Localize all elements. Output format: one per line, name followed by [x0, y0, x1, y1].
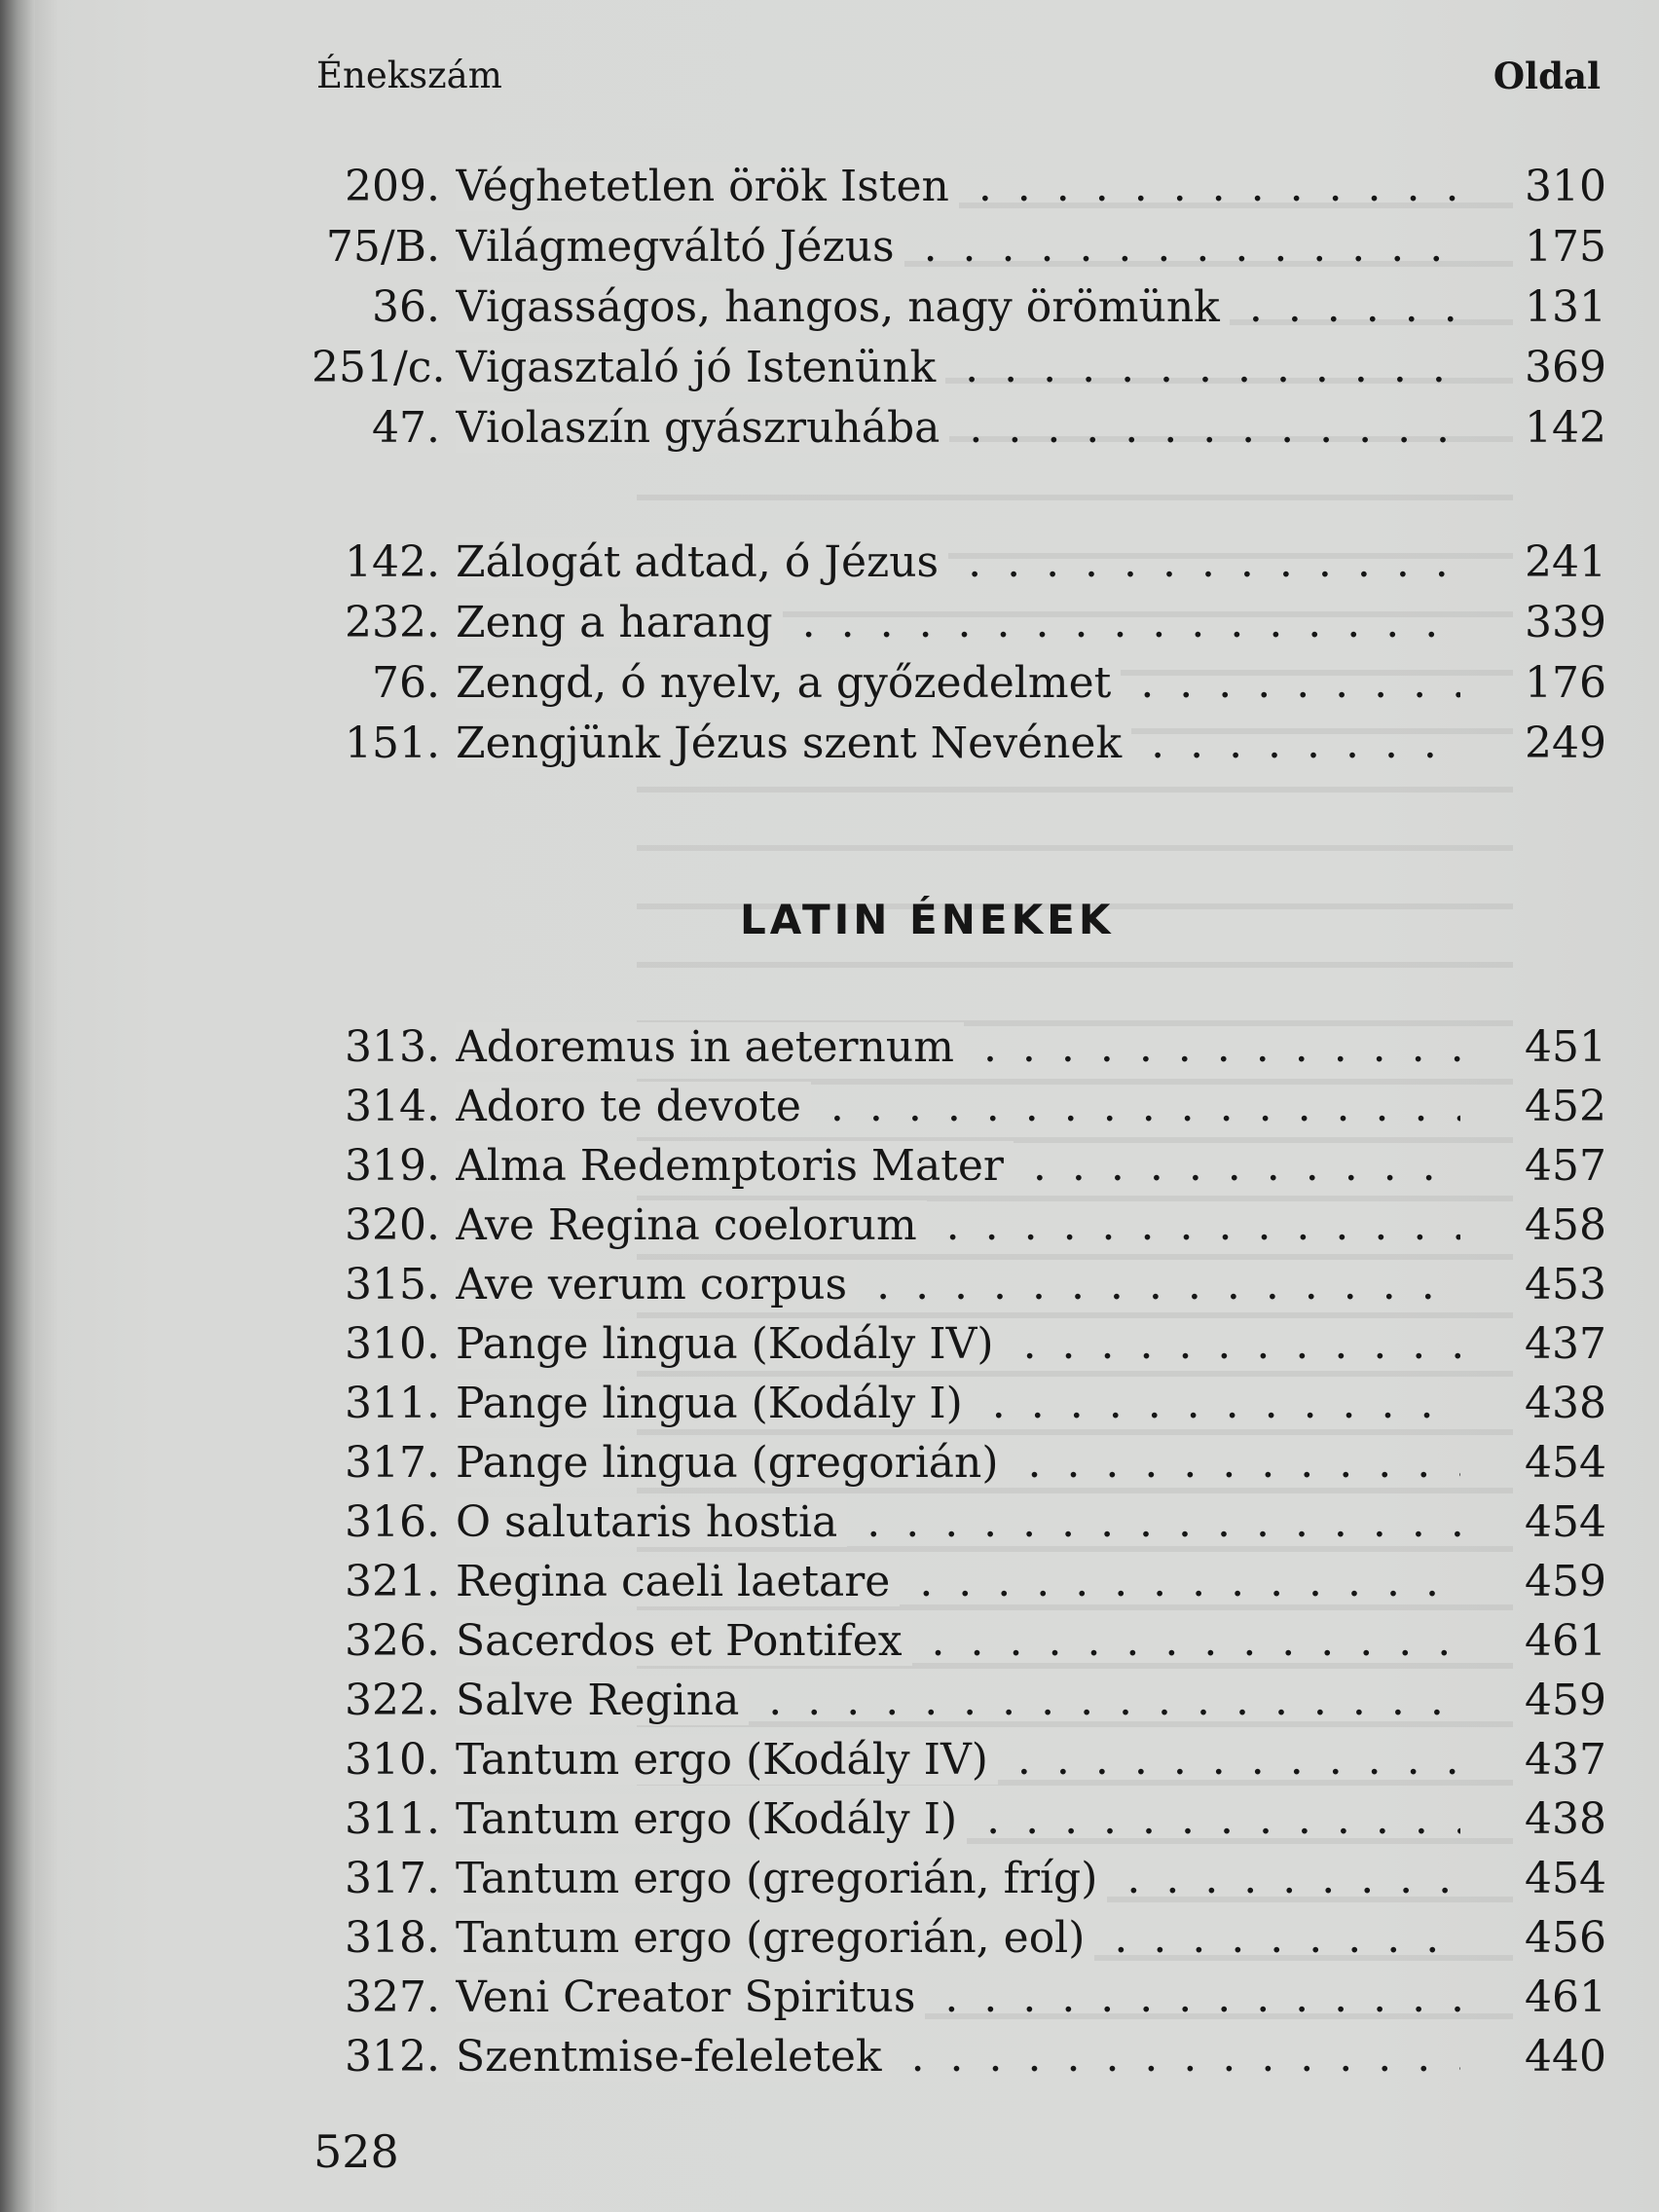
hymn-number: 151.: [345, 719, 440, 768]
hymn-title: Sacerdos et Pontifex . . .: [456, 1612, 1460, 1671]
hymn-number: 314.: [345, 1082, 440, 1131]
hymn-title: Zengjünk Jézus szent Nevének . . .: [456, 715, 1460, 773]
index-row: [312, 1256, 1606, 1314]
hymn-number: 251/c.: [312, 343, 446, 392]
page-number: 241: [1525, 537, 1606, 587]
hymn-number: 317.: [345, 1438, 440, 1488]
index-row: [312, 339, 1606, 397]
hymn-title: Világmegváltó Jézus . . .: [456, 218, 1460, 276]
hymn-title: Ave Regina coelorum . . .: [456, 1197, 1460, 1255]
hymn-number: 311.: [345, 1794, 440, 1844]
hymn-title: Salve Regina . . .: [456, 1672, 1460, 1730]
hymn-title: Violaszín gyászruhába . . .: [456, 399, 1460, 458]
hymn-number: 311.: [345, 1379, 440, 1428]
page-number: 459: [1525, 1557, 1606, 1606]
page-number: 131: [1525, 282, 1606, 332]
hymn-title: Adoremus in aeternum . . .: [456, 1018, 1460, 1077]
index-row: [312, 1078, 1606, 1136]
hymn-number: 316.: [345, 1497, 440, 1547]
hymn-number: 75/B.: [325, 222, 440, 272]
hymn-number: 320.: [345, 1200, 440, 1250]
index-row: [312, 278, 1606, 337]
index-row: [312, 2028, 1606, 2086]
hymn-number: 313.: [345, 1022, 440, 1072]
hymn-number: 318.: [345, 1913, 440, 1963]
hymn-number: 36.: [372, 282, 440, 332]
page-number: 453: [1525, 1260, 1606, 1309]
hymn-number: 319.: [345, 1141, 440, 1191]
page-number: 438: [1525, 1794, 1606, 1844]
page-number: 310: [1525, 162, 1606, 211]
page-number: 457: [1525, 1141, 1606, 1191]
index-row: [312, 1790, 1606, 1849]
hymn-title: Pange lingua (Kodály IV) . . .: [456, 1315, 1460, 1374]
page-number: 249: [1525, 719, 1606, 768]
hymn-title: Zálogát adtad, ó Jézus . . .: [456, 534, 1460, 592]
index-row: [312, 1018, 1606, 1077]
page-number: 142: [1525, 403, 1606, 453]
header-song-number: Énekszám: [316, 55, 502, 96]
index-row: [312, 1553, 1606, 1611]
hymn-title: Tantum ergo (Kodály IV) . . .: [456, 1731, 1460, 1789]
hymn-number: 76.: [372, 658, 440, 708]
hymn-number: 47.: [372, 403, 440, 453]
hymn-title: Zengd, ó nyelv, a győzedelmet . . .: [456, 654, 1460, 713]
hymn-number: 315.: [345, 1260, 440, 1309]
hymn-number: 317.: [345, 1854, 440, 1903]
hymn-title: Pange lingua (gregorián) . . .: [456, 1434, 1460, 1493]
hymn-title: Vigasságos, hangos, nagy örömünk . . .: [456, 278, 1460, 337]
page-number: 440: [1525, 2032, 1606, 2082]
hymn-title: Adoro te devote . . .: [456, 1078, 1460, 1136]
page-number: 454: [1525, 1854, 1606, 1903]
page-number: 454: [1525, 1438, 1606, 1488]
hymn-title: Alma Redemptoris Mater . . .: [456, 1137, 1460, 1196]
index-row: [312, 1731, 1606, 1789]
page-number: 339: [1525, 598, 1606, 647]
book-spine: [0, 0, 35, 2212]
hymn-title: Tantum ergo (Kodály I) . . .: [456, 1790, 1460, 1849]
hymn-title: Vigasztaló jó Istenünk . . .: [456, 339, 1460, 397]
hymn-title: Ave verum corpus . . .: [456, 1256, 1460, 1314]
hymn-number: 310.: [345, 1735, 440, 1785]
index-row: [312, 1612, 1606, 1671]
index-row: [312, 715, 1606, 773]
hymn-title: Szentmise-feleletek . . .: [456, 2028, 1460, 2086]
index-row: [312, 1315, 1606, 1374]
hymn-title: O salutaris hostia . . .: [456, 1493, 1460, 1552]
header-page: Oldal: [1493, 55, 1601, 97]
section-heading-latin: LATIN ÉNEKEK: [740, 896, 1115, 943]
index-row: [312, 594, 1606, 652]
page-number: 461: [1525, 1616, 1606, 1666]
hymn-number: 209.: [345, 162, 440, 211]
index-row: [312, 1197, 1606, 1255]
page-number: 176: [1525, 658, 1606, 708]
index-row: [312, 534, 1606, 592]
hymn-number: 232.: [345, 598, 440, 647]
index-row: [312, 1375, 1606, 1433]
hymn-title: Véghetetlen örök Isten . . .: [456, 158, 1460, 216]
page-number: 437: [1525, 1319, 1606, 1369]
hymn-number: 310.: [345, 1319, 440, 1369]
index-row: [312, 218, 1606, 276]
index-row: [312, 1969, 1606, 2027]
page-number: 456: [1525, 1913, 1606, 1963]
hymn-number: 322.: [345, 1676, 440, 1725]
page-number: 461: [1525, 1972, 1606, 2022]
page-number: 175: [1525, 222, 1606, 272]
page-number: 458: [1525, 1200, 1606, 1250]
hymn-number: 312.: [345, 2032, 440, 2082]
page-number: 438: [1525, 1379, 1606, 1428]
hymn-title: Zeng a harang . . .: [456, 594, 1460, 652]
index-row: [312, 654, 1606, 713]
index-row: [312, 158, 1606, 216]
page-number: 437: [1525, 1735, 1606, 1785]
hymn-title: Tantum ergo (gregorián, fríg) . . .: [456, 1850, 1460, 1908]
hymn-number: 327.: [345, 1972, 440, 2022]
hymn-number: 326.: [345, 1616, 440, 1666]
index-row: [312, 1493, 1606, 1552]
page-number: 451: [1525, 1022, 1606, 1072]
hymn-title: Regina caeli laetare . . .: [456, 1553, 1460, 1611]
page-folio-number: 528: [313, 2125, 399, 2178]
index-row: [312, 399, 1606, 458]
page-number: 459: [1525, 1676, 1606, 1725]
hymn-title: Tantum ergo (gregorián, eol) . . .: [456, 1909, 1460, 1968]
hymn-number: 142.: [345, 537, 440, 587]
index-row: [312, 1137, 1606, 1196]
page-number: 452: [1525, 1082, 1606, 1131]
index-row: [312, 1672, 1606, 1730]
page-number: 454: [1525, 1497, 1606, 1547]
hymn-title: Veni Creator Spiritus . . .: [456, 1969, 1460, 2027]
hymn-title: Pange lingua (Kodály I) . . .: [456, 1375, 1460, 1433]
index-row: [312, 1850, 1606, 1908]
index-row: [312, 1909, 1606, 1968]
hymn-number: 321.: [345, 1557, 440, 1606]
page-number: 369: [1525, 343, 1606, 392]
index-row: [312, 1434, 1606, 1493]
